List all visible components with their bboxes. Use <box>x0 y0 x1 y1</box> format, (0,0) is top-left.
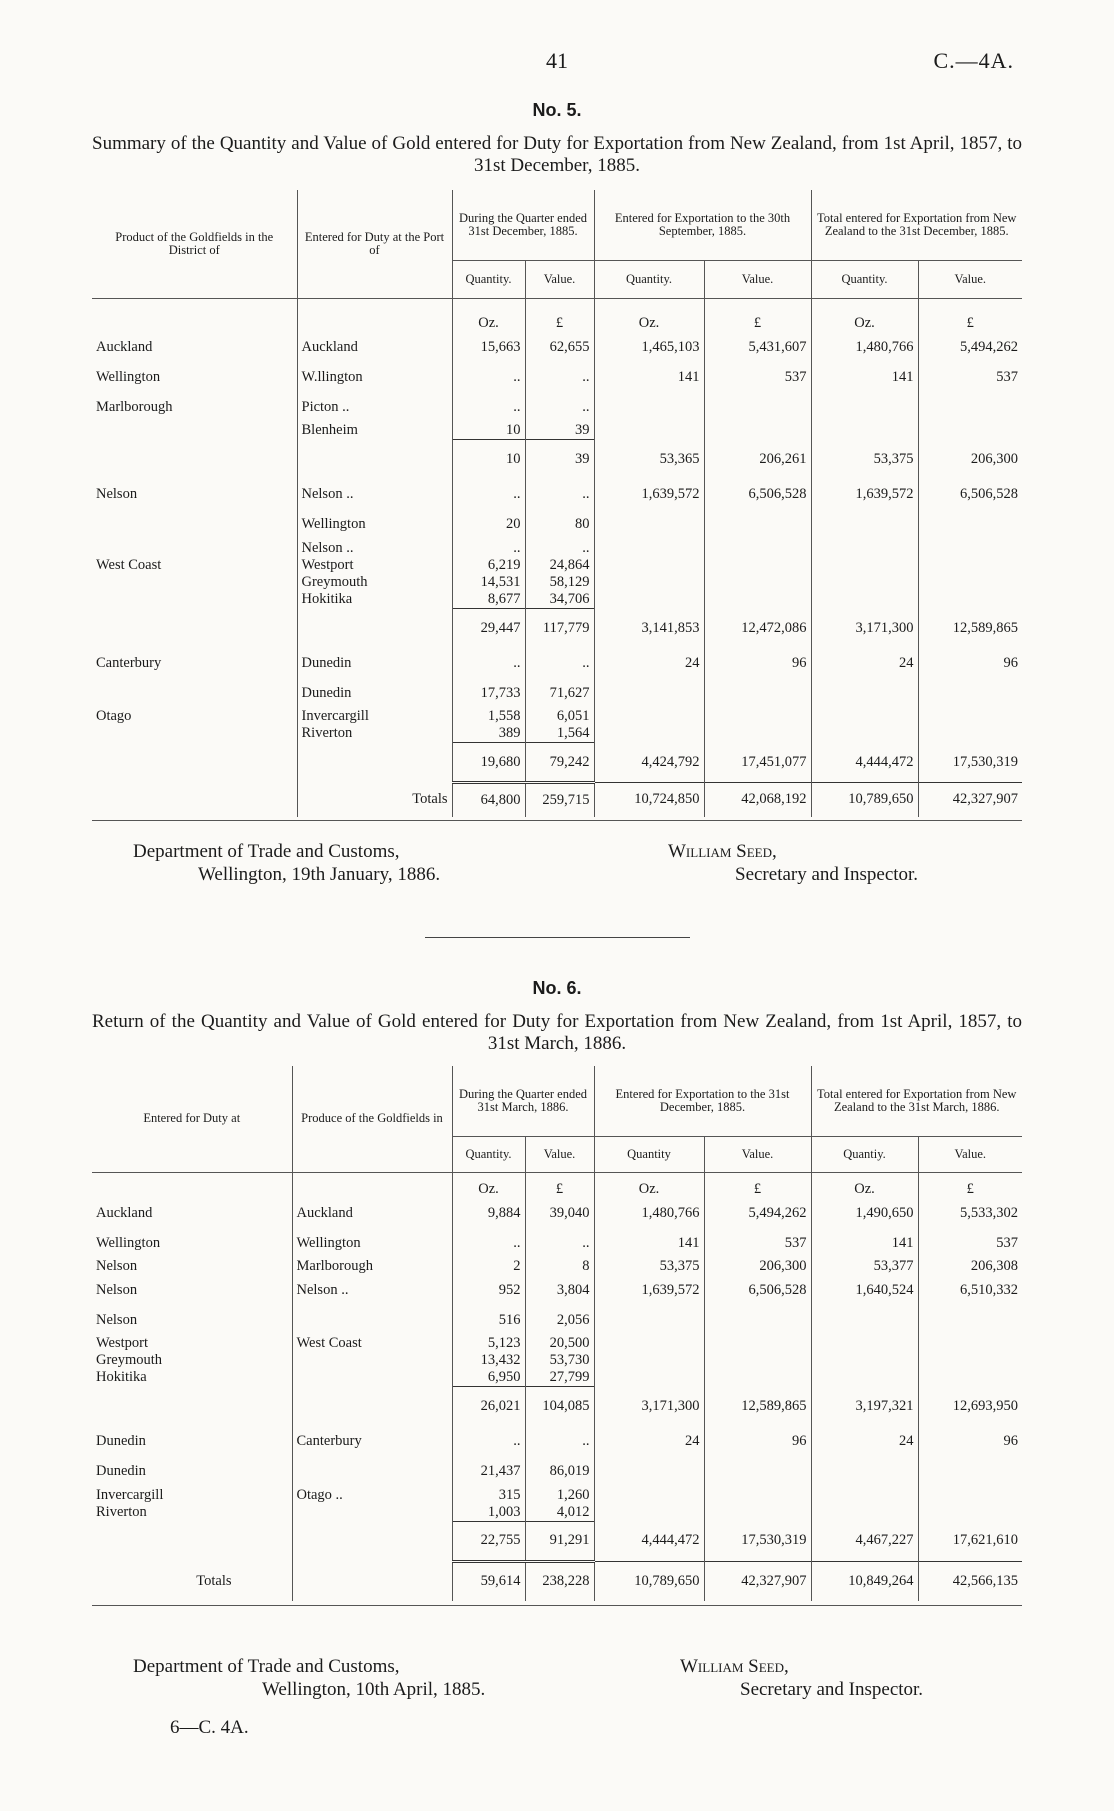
port-name: Picton .. <box>297 392 452 422</box>
total-value: 206,300 <box>918 440 1022 480</box>
quarter-value: 58,129 <box>525 574 594 591</box>
quarter-quantity: 1,003 <box>452 1504 525 1522</box>
unit-pounds: £ <box>704 1172 811 1198</box>
entered-at-name: Greymouth <box>96 1352 163 1368</box>
quarter-quantity: .. <box>452 1427 525 1457</box>
table6-department: Department of Trade and Customs, <box>133 1656 400 1677</box>
previous-value: 12,472,086 <box>704 608 811 648</box>
quarter-value: 62,655 <box>525 332 594 362</box>
previous-quantity: 1,639,572 <box>594 1275 704 1305</box>
quarter-value: .. <box>525 392 594 422</box>
quarter-quantity: 315 <box>452 1487 525 1504</box>
table-row <box>92 1487 1022 1504</box>
total-value: 96 <box>918 648 1022 678</box>
subtotal-row <box>92 743 1022 783</box>
district-name: Wellington <box>96 368 161 385</box>
quarter-value: 8 <box>525 1258 594 1275</box>
total-quantity: 141 <box>811 362 918 392</box>
unit-ounces: Oz. <box>811 1172 918 1198</box>
signature-mark: 6—C. 4A. <box>170 1717 249 1738</box>
total-value: 537 <box>918 362 1022 392</box>
total-previous-quantity: 10,724,850 <box>594 783 704 817</box>
quarter-value: 3,804 <box>525 1275 594 1305</box>
quarter-quantity: 26,021 <box>452 1387 525 1427</box>
previous-quantity: 3,141,853 <box>594 608 704 648</box>
total-grand-value: 42,566,135 <box>918 1561 1022 1601</box>
total-quantity: 1,639,572 <box>811 480 918 510</box>
port-name: Wellington <box>297 510 452 540</box>
quarter-value: .. <box>525 480 594 510</box>
quarter-value: 104,085 <box>525 1387 594 1427</box>
entered-at-name: Riverton <box>96 1503 147 1520</box>
port-name: Westport <box>297 557 452 574</box>
entered-at-name: Westport <box>96 1335 148 1351</box>
quarter-quantity: 13,432 <box>452 1352 525 1369</box>
quarter-value: 80 <box>525 510 594 540</box>
previous-quantity: 141 <box>594 362 704 392</box>
totals-label: Totals <box>196 1572 232 1589</box>
quarter-value: 34,706 <box>525 591 594 609</box>
quarter-value: 71,627 <box>525 678 594 708</box>
goldfield-name: Otago .. <box>292 1487 452 1504</box>
table5-place-date: Wellington, 19th January, 1886. <box>198 864 441 885</box>
previous-value: 6,506,528 <box>704 1275 811 1305</box>
total-value: 5,533,302 <box>918 1198 1022 1228</box>
table5-signatory: William Seed, <box>668 841 777 862</box>
table-row <box>92 1275 1022 1305</box>
quarter-quantity: 516 <box>452 1305 525 1335</box>
previous-quantity: 3,171,300 <box>594 1387 704 1427</box>
quarter-quantity: 9,884 <box>452 1198 525 1228</box>
total-value: 6,506,528 <box>918 480 1022 510</box>
table-row <box>92 422 1022 440</box>
table-row <box>92 648 1022 678</box>
total-value: 6,510,332 <box>918 1275 1022 1305</box>
header-quantity: Quantity. <box>452 1136 525 1172</box>
previous-quantity: 53,375 <box>594 1258 704 1275</box>
subtotal-row <box>92 440 1022 480</box>
table6-number: No. 6. <box>532 978 582 998</box>
quarter-quantity: 17,733 <box>452 678 525 708</box>
header-quantity: Quantity. <box>811 260 918 298</box>
total-quantity: 3,171,300 <box>811 608 918 648</box>
table-row <box>92 725 1022 743</box>
table-row <box>92 557 1022 574</box>
total-quantity: 1,480,766 <box>811 332 918 362</box>
document-reference: C.—4A. <box>933 48 1014 73</box>
totals-label: Totals <box>297 783 452 817</box>
previous-quantity: 4,424,792 <box>594 743 704 783</box>
previous-quantity: 4,444,472 <box>594 1521 704 1561</box>
total-previous-value: 42,327,907 <box>704 1561 811 1601</box>
previous-value: 12,589,865 <box>704 1387 811 1427</box>
table-row <box>92 708 1022 725</box>
table-row <box>92 591 1022 609</box>
unit-ounces: Oz. <box>811 298 918 332</box>
quarter-quantity: 5,123 <box>452 1335 525 1352</box>
table-row <box>92 1504 1022 1522</box>
total-previous-quantity: 10,789,650 <box>594 1561 704 1601</box>
header-quantity: Quantity. <box>594 260 704 298</box>
total-previous-value: 42,068,192 <box>704 783 811 817</box>
previous-value: 206,261 <box>704 440 811 480</box>
quarter-value: .. <box>525 362 594 392</box>
total-quarter-quantity: 64,800 <box>452 783 525 817</box>
header-value: Value. <box>704 260 811 298</box>
table-row <box>92 362 1022 392</box>
entered-at-name: Nelson <box>96 1281 138 1298</box>
header-previous: Entered for Exportation to the 30th September, 1885. <box>594 190 811 260</box>
port-name: Auckland <box>297 332 452 362</box>
total-value: 12,589,865 <box>918 608 1022 648</box>
section-divider <box>425 937 690 938</box>
quarter-value: 39 <box>525 440 594 480</box>
table-row <box>92 1228 1022 1258</box>
port-name: Hokitika <box>297 591 452 609</box>
total-value: 96 <box>918 1427 1022 1457</box>
entered-at-name: Auckland <box>96 1204 153 1221</box>
total-quarter-quantity: 59,614 <box>452 1561 525 1601</box>
subtotal-row <box>92 608 1022 648</box>
table6-signatory: William Seed, <box>680 1656 789 1677</box>
unit-ounces: Oz. <box>452 1172 525 1198</box>
quarter-quantity: 14,531 <box>452 574 525 591</box>
total-quantity: 53,375 <box>811 440 918 480</box>
quarter-quantity: 10 <box>452 422 525 440</box>
table-row <box>92 1198 1022 1228</box>
table5-department: Department of Trade and Customs, <box>133 841 400 862</box>
total-value: 537 <box>918 1228 1022 1258</box>
quarter-quantity: .. <box>452 392 525 422</box>
header-produce: Produce of the Goldfields in <box>292 1066 452 1172</box>
entered-at-name: Invercargill <box>96 1486 164 1503</box>
previous-quantity: 141 <box>594 1228 704 1258</box>
header-quantity: Quantity. <box>452 260 525 298</box>
table6-signatory-title: Secretary and Inspector. <box>740 1679 924 1700</box>
unit-pounds: £ <box>918 298 1022 332</box>
table-row <box>92 540 1022 557</box>
total-quantity: 53,377 <box>811 1258 918 1275</box>
entered-at-name: Wellington <box>96 1234 161 1251</box>
unit-ounces: Oz. <box>594 1172 704 1198</box>
table5 <box>92 190 1022 821</box>
goldfield-name: Marlborough <box>292 1258 452 1275</box>
table-row <box>92 392 1022 422</box>
quarter-value: 86,019 <box>525 1457 594 1487</box>
table-row <box>92 332 1022 362</box>
table5-caption: Summary of the Quantity and Value of Gold entered for Duty for Exportation from New Zealand, from 1st April, 1857, to 31st December, 1885. <box>92 133 1022 176</box>
header-value: Value. <box>525 260 594 298</box>
previous-quantity: 1,465,103 <box>594 332 704 362</box>
port-name: Dunedin <box>297 678 452 708</box>
quarter-value: .. <box>525 540 594 557</box>
quarter-quantity: 8,677 <box>452 591 525 609</box>
district-name: West Coast <box>96 556 162 573</box>
quarter-quantity: .. <box>452 648 525 678</box>
quarter-value: 117,779 <box>525 608 594 648</box>
district-name: Nelson <box>96 486 138 502</box>
previous-quantity: 24 <box>594 648 704 678</box>
unit-pounds: £ <box>525 298 594 332</box>
port-name: W.llington <box>297 362 452 392</box>
quarter-value: .. <box>525 1427 594 1457</box>
table-row <box>92 678 1022 708</box>
total-value: 17,621,610 <box>918 1521 1022 1561</box>
quarter-value: 2,056 <box>525 1305 594 1335</box>
total-quantity: 4,467,227 <box>811 1521 918 1561</box>
table-row <box>92 1335 1022 1352</box>
quarter-quantity: 21,437 <box>452 1457 525 1487</box>
quarter-quantity: 389 <box>452 725 525 743</box>
goldfield-name: West Coast <box>292 1335 452 1352</box>
table-row <box>92 1457 1022 1487</box>
header-quarter: During the Quarter ended 31st December, 1885. <box>452 190 594 260</box>
total-quantity: 3,197,321 <box>811 1387 918 1427</box>
total-value: 206,308 <box>918 1258 1022 1275</box>
quarter-value: 1,260 <box>525 1487 594 1504</box>
quarter-value: 4,012 <box>525 1504 594 1522</box>
entered-at-name: Dunedin <box>96 1463 146 1479</box>
table6-place-date: Wellington, 10th April, 1885. <box>262 1679 486 1700</box>
subtotal-row <box>92 1521 1022 1561</box>
port-name: Blenheim <box>297 422 452 440</box>
quarter-quantity: .. <box>452 1228 525 1258</box>
previous-value: 17,451,077 <box>704 743 811 783</box>
header-value: Value. <box>525 1136 594 1172</box>
district-name: Auckland <box>96 338 153 355</box>
quarter-value: 6,051 <box>525 708 594 725</box>
header-quarter: During the Quarter ended 31st March, 1886. <box>452 1066 594 1136</box>
quarter-value: 91,291 <box>525 1521 594 1561</box>
total-quantity: 24 <box>811 648 918 678</box>
entered-at-name: Nelson <box>96 1258 138 1274</box>
table-row <box>92 510 1022 540</box>
table6 <box>92 1066 1022 1606</box>
header-entered-at: Entered for Duty at <box>92 1066 292 1172</box>
goldfield-name: Auckland <box>292 1198 452 1228</box>
quarter-value: 53,730 <box>525 1352 594 1369</box>
header-previous: Entered for Exportation to the 31st December, 1885. <box>594 1066 811 1136</box>
quarter-quantity: .. <box>452 540 525 557</box>
total-value: 17,530,319 <box>918 743 1022 783</box>
previous-value: 537 <box>704 362 811 392</box>
unit-ounces: Oz. <box>594 298 704 332</box>
previous-quantity: 1,639,572 <box>594 480 704 510</box>
header-quantity: Quantiy. <box>811 1136 918 1172</box>
district-name: Otago <box>96 708 132 724</box>
quarter-value: 24,864 <box>525 557 594 574</box>
unit-pounds: £ <box>704 298 811 332</box>
total-quantity: 141 <box>811 1228 918 1258</box>
quarter-quantity: .. <box>452 362 525 392</box>
subtotal-row <box>92 1387 1022 1427</box>
header-quantity: Quantity <box>594 1136 704 1172</box>
quarter-quantity: 1,558 <box>452 708 525 725</box>
total-value: 5,494,262 <box>918 332 1022 362</box>
table-row <box>92 1305 1022 1335</box>
table5-number: No. 5. <box>532 100 582 120</box>
quarter-value: .. <box>525 1228 594 1258</box>
unit-pounds: £ <box>525 1172 594 1198</box>
port-name: Riverton <box>297 725 452 743</box>
header-product: Product of the Goldfields in the District of <box>92 190 297 298</box>
total-quantity: 1,490,650 <box>811 1198 918 1228</box>
quarter-value: .. <box>525 648 594 678</box>
quarter-quantity: 15,663 <box>452 332 525 362</box>
total-quantity: 4,444,472 <box>811 743 918 783</box>
quarter-quantity: 29,447 <box>452 608 525 648</box>
entered-at-name: Dunedin <box>96 1433 146 1449</box>
previous-value: 6,506,528 <box>704 480 811 510</box>
quarter-quantity: 20 <box>452 510 525 540</box>
header-port: Entered for Duty at the Port of <box>297 190 452 298</box>
quarter-quantity: .. <box>452 480 525 510</box>
table-row <box>92 1427 1022 1457</box>
previous-value: 537 <box>704 1228 811 1258</box>
total-grand-quantity: 10,849,264 <box>811 1561 918 1601</box>
quarter-quantity: 19,680 <box>452 743 525 783</box>
table-row <box>92 574 1022 591</box>
goldfield-name: Canterbury <box>292 1427 452 1457</box>
goldfield-name: Nelson .. <box>292 1275 452 1305</box>
previous-value: 96 <box>704 648 811 678</box>
table-row <box>92 1258 1022 1275</box>
district-name: Canterbury <box>96 654 162 671</box>
header-total: Total entered for Exportation from New Zealand to the 31st March, 1886. <box>811 1066 1022 1136</box>
table-row <box>92 480 1022 510</box>
previous-value: 17,530,319 <box>704 1521 811 1561</box>
header-value: Value. <box>704 1136 811 1172</box>
unit-ounces: Oz. <box>452 298 525 332</box>
previous-quantity: 53,365 <box>594 440 704 480</box>
total-value: 12,693,950 <box>918 1387 1022 1427</box>
port-name: Greymouth <box>297 574 452 591</box>
table-row <box>92 1369 1022 1387</box>
quarter-value: 20,500 <box>525 1335 594 1352</box>
port-name: Dunedin <box>297 648 452 678</box>
quarter-value: 39 <box>525 422 594 440</box>
table-row <box>92 1352 1022 1369</box>
previous-value: 96 <box>704 1427 811 1457</box>
goldfield-name: Wellington <box>292 1228 452 1258</box>
previous-quantity: 1,480,766 <box>594 1198 704 1228</box>
header-value: Value. <box>918 260 1022 298</box>
quarter-quantity: 952 <box>452 1275 525 1305</box>
port-name: Nelson .. <box>297 480 452 510</box>
page-number: 41 <box>546 48 568 73</box>
previous-value: 5,431,607 <box>704 332 811 362</box>
total-quarter-value: 259,715 <box>525 783 594 817</box>
entered-at-name: Hokitika <box>96 1369 147 1386</box>
quarter-quantity: 22,755 <box>452 1521 525 1561</box>
unit-pounds: £ <box>918 1172 1022 1198</box>
previous-quantity: 24 <box>594 1427 704 1457</box>
quarter-quantity: 10 <box>452 440 525 480</box>
port-name: Invercargill <box>297 708 452 725</box>
total-quantity: 1,640,524 <box>811 1275 918 1305</box>
quarter-quantity: 6,950 <box>452 1369 525 1387</box>
total-quantity: 24 <box>811 1427 918 1457</box>
header-value: Value. <box>918 1136 1022 1172</box>
district-name: Marlborough <box>96 398 173 415</box>
total-quarter-value: 238,228 <box>525 1561 594 1601</box>
previous-value: 206,300 <box>704 1258 811 1275</box>
quarter-value: 39,040 <box>525 1198 594 1228</box>
table5-signatory-title: Secretary and Inspector. <box>735 864 919 885</box>
quarter-quantity: 6,219 <box>452 557 525 574</box>
total-grand-value: 42,327,907 <box>918 783 1022 817</box>
quarter-value: 27,799 <box>525 1369 594 1387</box>
table6-caption: Return of the Quantity and Value of Gold entered for Duty for Exportation from New Zealand, from 1st April, 1857, to 31st March, 1886. <box>92 1011 1022 1054</box>
previous-value: 5,494,262 <box>704 1198 811 1228</box>
port-name: Nelson .. <box>297 540 452 557</box>
header-total: Total entered for Exportation from New Zealand to the 31st December, 1885. <box>811 190 1022 260</box>
quarter-quantity: 2 <box>452 1258 525 1275</box>
quarter-value: 79,242 <box>525 743 594 783</box>
quarter-value: 1,564 <box>525 725 594 743</box>
entered-at-name: Nelson <box>96 1311 138 1328</box>
total-grand-quantity: 10,789,650 <box>811 783 918 817</box>
